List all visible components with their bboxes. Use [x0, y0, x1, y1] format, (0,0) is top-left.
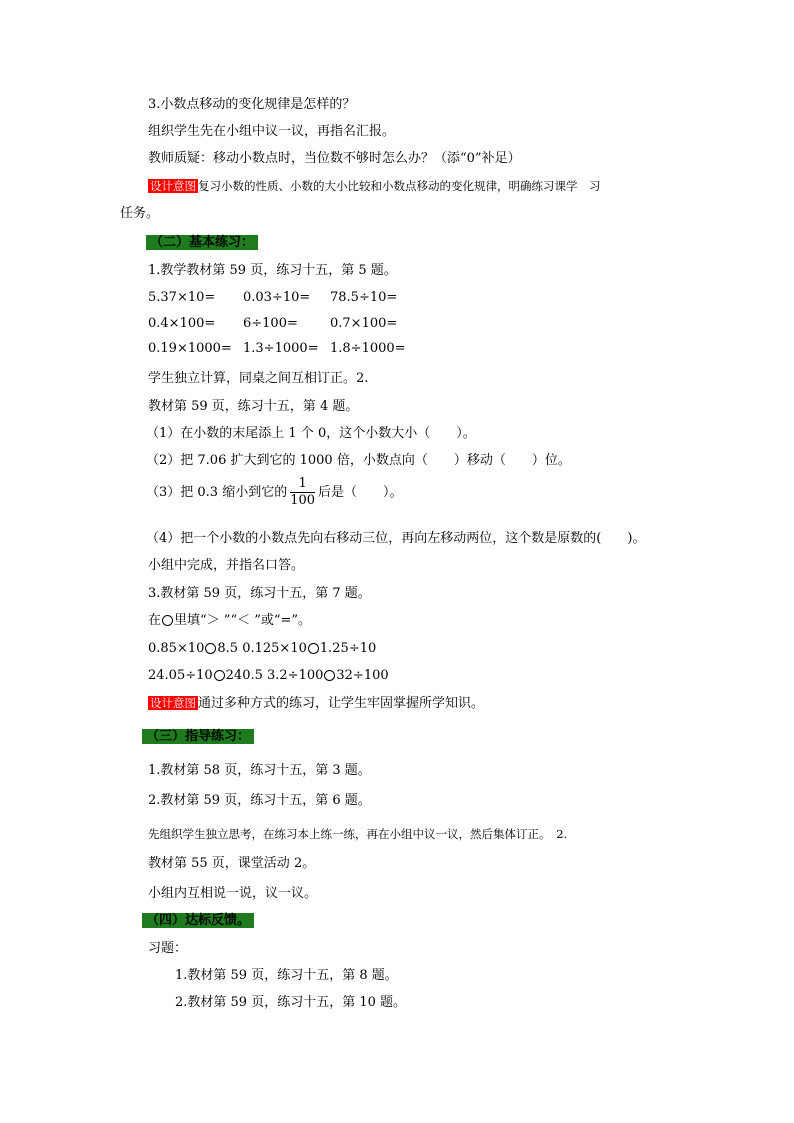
calc-row: [148, 315, 397, 333]
circle-blank-icon: [205, 643, 216, 654]
calc-cell: 1.3÷1000=: [243, 341, 319, 356]
design-intent-tag: 设计意图: [150, 696, 196, 710]
calc-cell: 1.8÷1000=: [330, 341, 406, 356]
guided-item-1: 1.教材第 58 页，练习十五，第 3 题。: [148, 763, 371, 778]
organize-text: 组织学生先在小组中议一议，再指名汇报。: [148, 124, 396, 139]
calc-cell: 78.5÷10=: [330, 290, 398, 305]
calc-cell: 5.37×10=: [148, 290, 216, 305]
self-calc-text: 学生独立计算，同桌之间互相订正。2.: [148, 371, 369, 386]
calc-row: [148, 340, 406, 358]
design-intent-text: 复习小数的性质、小数的大小比较和小数点移动的变化规律，明确练习课学 习: [198, 179, 601, 193]
compare-row-2: 24.05÷10 240.5 3.2÷100 32÷100: [148, 668, 389, 683]
basic-item-3: 3.教材第 59 页，练习十五，第 7 题。: [148, 586, 371, 601]
circle-blank-icon: [214, 670, 225, 681]
calc-cell: 0.19×1000=: [148, 341, 232, 356]
section-heading-feedback: （四）达标反馈。: [142, 912, 254, 930]
section-heading-guided: （三）指导练习：: [142, 728, 254, 746]
design-intent-tag: 设计意图: [150, 179, 196, 193]
fraction: $\frac{1}{100}$: [290, 476, 316, 508]
feedback-item-2: 2.教材第 59 页，练习十五，第 10 题。: [175, 995, 407, 1010]
feedback-item-1: 1.教材第 59 页，练习十五，第 8 题。: [175, 968, 398, 983]
guided-item-3: 教材第 55 页，课堂活动 2。: [148, 856, 316, 871]
sub-question-3: （3）把 0.3 缩小到它的 $\frac{1}{100}$ 后是（ ）。: [146, 476, 403, 508]
circle-blank-icon: [308, 643, 319, 654]
exercises-label: 习题：: [148, 941, 188, 956]
circle-blank-icon: [324, 670, 335, 681]
guided-item-2: 2.教材第 59 页，练习十五，第 6 题。: [148, 793, 371, 808]
basic-item-1: 1.教学教材第 59 页，练习十五，第 5 题。: [148, 263, 397, 278]
sub-question-2: （2）把 7.06 扩大到它的 1000 倍，小数点向（ ）移动（ ）位。: [146, 453, 571, 468]
design-intent-cont: 任务。: [120, 206, 160, 221]
section-heading-basic: （二）基本练习：: [146, 234, 258, 252]
teacher-question: 教师质疑：移动小数点时，当位数不够时怎么办？（添“0”补足）: [148, 151, 521, 166]
design-intent-1: [148, 177, 601, 195]
calc-cell: 0.4×100=: [148, 316, 216, 331]
fill-instruction: 在 里填“＞ ”“＜ ”或“=”。: [148, 613, 312, 628]
discuss-text: 小组内互相说一说，议一议。: [148, 886, 318, 901]
design-intent-text: 通过多种方式的练习，让学生牢固掌握所学知识。: [198, 696, 485, 711]
sub-question-1: （1）在小数的末尾添上 1 个 0，这个小数大小（ ）。: [146, 426, 476, 441]
question-3: 3.小数点移动的变化规律是怎样的？: [148, 97, 356, 112]
sub-question-4: （4）把一个小数的小数点先向右移动三位，再向左移动两位，这个数是原数的( )。: [146, 531, 646, 546]
calc-cell: 0.03÷10=: [243, 290, 311, 305]
group-done-text: 小组中完成，并指名口答。: [148, 558, 305, 573]
calc-cell: 6÷100=: [243, 316, 298, 331]
calc-cell: 0.7×100=: [330, 316, 398, 331]
calc-row: [148, 289, 397, 307]
compare-row-1: 0.85×10 8.5 0.125×10 1.25÷10: [148, 641, 377, 656]
circle-blank-icon: [162, 615, 173, 626]
basic-item-2: 教材第 59 页，练习十五，第 4 题。: [148, 399, 359, 414]
guided-note: 先组织学生独立思考，在练习本上练一练，再在小组中议一议，然后集体订正。 2.: [148, 827, 568, 841]
design-intent-2: [148, 694, 484, 713]
